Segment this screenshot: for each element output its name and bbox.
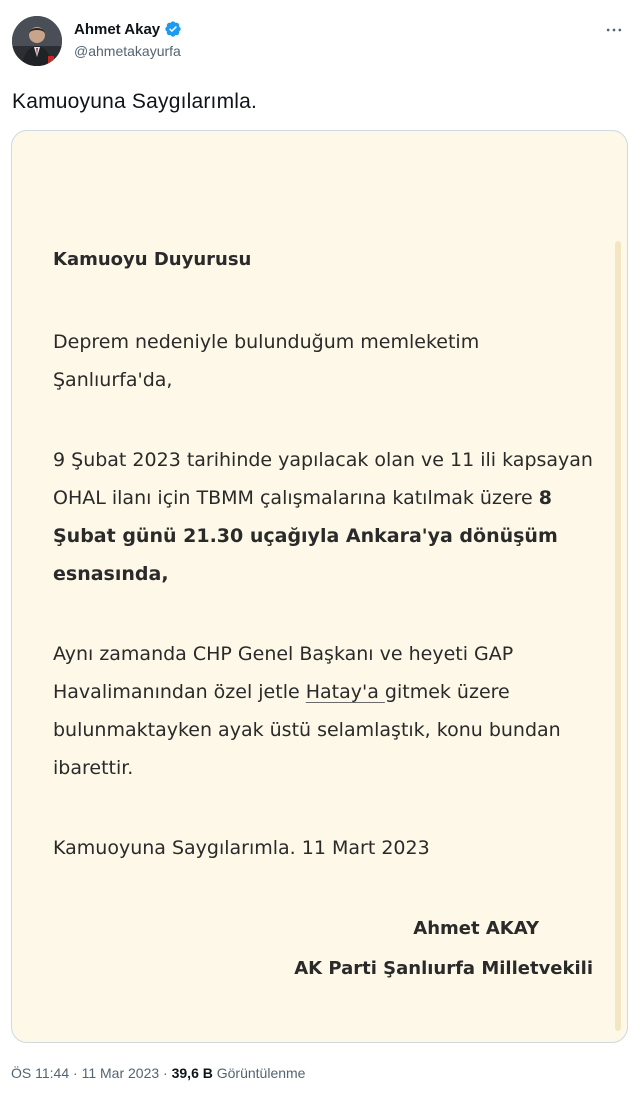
- footer-separator: ·: [73, 1065, 78, 1081]
- paragraph-3-underlined-text: Hatay'a: [305, 681, 385, 703]
- tweet-date[interactable]: 11 Mar 2023: [81, 1065, 160, 1081]
- document-closing-line: Kamuoyuna Saygılarımla. 11 Mart 2023: [53, 837, 430, 859]
- author-handle[interactable]: @ahmetakayurfa: [74, 43, 181, 59]
- more-options-icon[interactable]: [602, 18, 626, 42]
- signature-name: Ahmet AKAY: [413, 918, 539, 939]
- paragraph-3-text-start: Aynı zamanda CHP Genel Başkanı ve heyeti GAP Havalimanından özel jetle: [53, 643, 514, 703]
- author-name-row[interactable]: [74, 20, 182, 38]
- document-signature: [53, 909, 593, 989]
- tweet-media-image[interactable]: [11, 130, 628, 1043]
- document-margin-strip: [615, 241, 621, 1031]
- avatar[interactable]: [12, 16, 62, 66]
- views-label: Görüntülenme: [216, 1065, 306, 1081]
- verified-badge-icon: [164, 20, 182, 38]
- signature-title: AK Parti Şanlıurfa Milletvekili: [294, 958, 593, 979]
- document-paragraph-1: Deprem nedeniyle bulunduğum memleketim Şanlıurfa'da,: [53, 331, 480, 391]
- paragraph-2-bold-text: 8 Şubat günü 21.30 uçağıyla Ankara'ya dönüşüm esnasında,: [53, 487, 558, 585]
- footer-separator: ·: [163, 1065, 168, 1081]
- paragraph-2-text: 9 Şubat 2023 tarihinde yapılacak olan ve 11 ili kapsayan OHAL ilanı için TBMM çalışmalarına katılmak üzere: [53, 449, 593, 509]
- paragraph-3-text-end: gitmek üzere bulunmaktayken ayak üstü selamlaştık, konu bundan ibarettir.: [53, 681, 561, 779]
- tweet-header: [12, 14, 628, 70]
- announcement-document: [53, 241, 593, 989]
- tweet-footer: [11, 1065, 305, 1081]
- document-paragraph-3: [53, 635, 593, 787]
- views-count: 39,6 B: [171, 1065, 213, 1081]
- document-title: Kamuoyu Duyurusu: [53, 249, 252, 270]
- tweet-time[interactable]: ÖS 11:44: [11, 1065, 70, 1081]
- author-display-name[interactable]: Ahmet Akay: [74, 20, 161, 38]
- profile-photo: [12, 16, 62, 66]
- tweet-text: Kamuoyuna Saygılarımla.: [12, 90, 258, 113]
- document-paragraph-2: [53, 441, 593, 593]
